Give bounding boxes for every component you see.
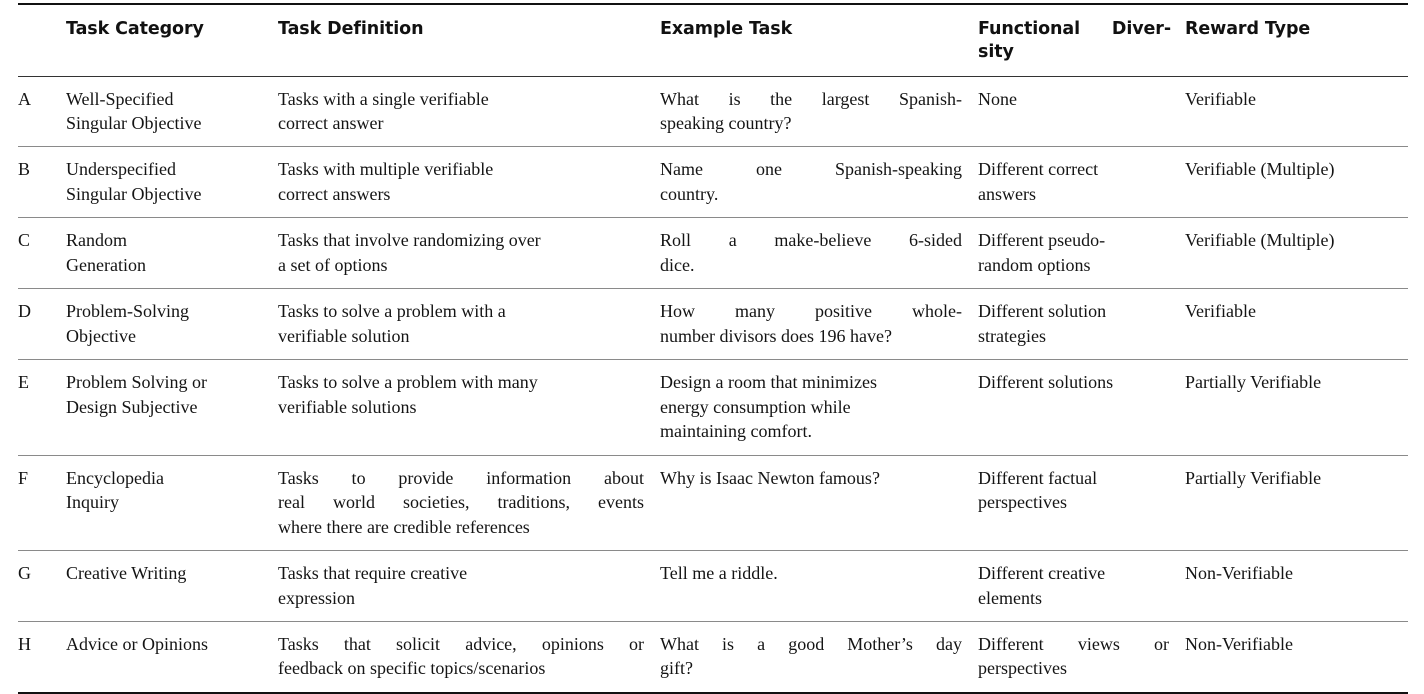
functional-diversity-line-2: sity bbox=[978, 41, 1014, 62]
table-row bbox=[18, 147, 1408, 218]
cell-example-task bbox=[660, 622, 978, 693]
table-row bbox=[18, 289, 1408, 360]
cell-example-task bbox=[660, 360, 978, 455]
cell-task-category bbox=[66, 622, 278, 693]
example-line-2: gift? bbox=[660, 658, 693, 679]
cell-task-definition bbox=[278, 360, 660, 455]
cell-task-definition bbox=[278, 622, 660, 693]
header-row bbox=[18, 5, 1408, 76]
cell-task-definition bbox=[278, 218, 660, 289]
definition-line-3: where there are credible references bbox=[278, 516, 530, 537]
category-line-1: Random bbox=[66, 230, 127, 251]
column-header-reward-type: Reward Type bbox=[1185, 5, 1408, 76]
definition-line-1: Tasks with a single verifiable bbox=[278, 88, 489, 109]
cell-task-category bbox=[66, 551, 278, 622]
row-letter: F bbox=[18, 455, 66, 550]
row-letter: E bbox=[18, 360, 66, 455]
cell-reward-type: Non-Verifiable bbox=[1185, 551, 1408, 622]
cell-reward-type: Non-Verifiable bbox=[1185, 634, 1293, 654]
definition-line-2: correct answers bbox=[278, 183, 391, 204]
task-category-table-container bbox=[18, 3, 1408, 694]
category-line-2: Objective bbox=[66, 325, 136, 346]
category-line-2: Singular Objective bbox=[66, 112, 202, 133]
cell-reward-type: Verifiable (Multiple) bbox=[1185, 147, 1408, 218]
cell-task-category bbox=[66, 360, 278, 455]
cell-task-category bbox=[66, 147, 278, 218]
category-line-2: Generation bbox=[66, 254, 146, 275]
definition-line-1: Tasks with multiple verifiable bbox=[278, 159, 494, 180]
category-line-1: Underspecified bbox=[66, 159, 176, 180]
cell-functional-diversity bbox=[978, 147, 1185, 218]
row-letter: H bbox=[18, 634, 31, 654]
row-letter: B bbox=[18, 147, 66, 218]
table-row bbox=[18, 218, 1408, 289]
category-line-1: Well-Specified bbox=[66, 88, 174, 109]
definition-line-1: Tasks to provide information about bbox=[278, 467, 644, 488]
cell-task-definition bbox=[278, 76, 660, 147]
cell-functional-diversity bbox=[978, 360, 1185, 455]
diversity-line-1: Different pseudo- bbox=[978, 230, 1106, 251]
cell-task-definition bbox=[278, 551, 660, 622]
category-line-1: Problem-Solving bbox=[66, 301, 190, 322]
table-row bbox=[18, 551, 1408, 622]
cell-functional-diversity bbox=[978, 455, 1185, 550]
cell-example-task bbox=[660, 218, 978, 289]
cell-reward-type: Verifiable (Multiple) bbox=[1185, 218, 1408, 289]
cell-task-category bbox=[66, 455, 278, 550]
cell-example-task bbox=[660, 289, 978, 360]
definition-line-2: feedback on specific topics/scenarios bbox=[278, 658, 546, 679]
row-letter: G bbox=[18, 551, 66, 622]
cell-task-category bbox=[66, 76, 278, 147]
example-line-2: country. bbox=[660, 183, 719, 204]
cell-reward-type: Partially Verifiable bbox=[1185, 455, 1408, 550]
example-line-1: What is a good Mother’s day bbox=[660, 634, 962, 654]
cell-functional-diversity bbox=[978, 551, 1185, 622]
definition-line-1: Tasks to solve a problem with a bbox=[278, 301, 506, 322]
cell-example-task bbox=[660, 147, 978, 218]
table-body bbox=[18, 76, 1408, 694]
table-header bbox=[18, 4, 1408, 76]
example-line-1: Roll a make-believe 6-sided bbox=[660, 230, 962, 251]
diversity-line-1: Different correct bbox=[978, 159, 1099, 180]
example-line-1: Design a room that minimizes bbox=[660, 372, 877, 393]
cell-reward-type: Partially Verifiable bbox=[1185, 360, 1408, 455]
diversity-line-2: answers bbox=[978, 183, 1036, 204]
diversity-line-2: strategies bbox=[978, 325, 1046, 346]
row-letter: C bbox=[18, 218, 66, 289]
cell-example-task bbox=[660, 455, 978, 550]
cell-functional-diversity bbox=[978, 289, 1185, 360]
cell-task-definition bbox=[278, 147, 660, 218]
functional-diversity-line-1: Functional Diver- bbox=[978, 19, 1171, 39]
cell-task-category bbox=[66, 289, 278, 360]
definition-line-2: a set of options bbox=[278, 254, 388, 275]
category-line-1: Creative Writing bbox=[66, 563, 187, 584]
diversity-line-1: Different views or bbox=[978, 634, 1169, 654]
cell-example-task bbox=[660, 76, 978, 147]
diversity-line-2: elements bbox=[978, 587, 1042, 608]
cell-reward-type: Verifiable bbox=[1185, 76, 1408, 147]
diversity-line-1: Different factual bbox=[978, 467, 1098, 488]
definition-line-2: correct answer bbox=[278, 112, 384, 133]
definition-line-2: verifiable solution bbox=[278, 325, 410, 346]
cell-functional-diversity bbox=[978, 76, 1185, 147]
definition-line-2: real world societies, traditions, events bbox=[278, 492, 644, 513]
definition-line-1: Tasks that solicit advice, opinions or bbox=[278, 634, 644, 654]
cell-functional-diversity bbox=[978, 218, 1185, 289]
column-header-task-definition: Task Definition bbox=[278, 5, 660, 76]
category-line-1: Advice or Opinions bbox=[66, 634, 208, 654]
definition-line-1: Tasks that require creative bbox=[278, 563, 468, 584]
example-line-3: maintaining comfort. bbox=[660, 421, 812, 442]
table-row bbox=[18, 76, 1408, 147]
example-line-1: What is the largest Spanish- bbox=[660, 88, 962, 109]
definition-line-1: Tasks that involve randomizing over bbox=[278, 230, 541, 251]
cell-task-definition bbox=[278, 455, 660, 550]
diversity-line-1: Different solution bbox=[978, 301, 1107, 322]
cell-reward-type: Verifiable bbox=[1185, 289, 1408, 360]
definition-line-2: expression bbox=[278, 587, 355, 608]
diversity-line-1: None bbox=[978, 88, 1017, 109]
row-letter: D bbox=[18, 289, 66, 360]
diversity-line-2: perspectives bbox=[978, 658, 1067, 679]
cell-example-task bbox=[660, 551, 978, 622]
table-row bbox=[18, 455, 1408, 550]
example-line-1: Name one Spanish-speaking bbox=[660, 159, 962, 180]
table-row bbox=[18, 360, 1408, 455]
example-line-2: speaking country? bbox=[660, 112, 792, 133]
table-row bbox=[18, 622, 1408, 693]
category-line-2: Singular Objective bbox=[66, 183, 202, 204]
category-line-2: Inquiry bbox=[66, 492, 119, 513]
example-line-1: How many positive whole- bbox=[660, 301, 962, 322]
category-line-1: Encyclopedia bbox=[66, 467, 164, 488]
row-letter: A bbox=[18, 76, 66, 147]
cell-functional-diversity bbox=[978, 622, 1185, 693]
column-header-letter bbox=[18, 5, 66, 76]
definition-line-1: Tasks to solve a problem with many bbox=[278, 372, 538, 393]
diversity-line-2: perspectives bbox=[978, 492, 1067, 513]
column-header-example-task: Example Task bbox=[660, 5, 978, 76]
example-line-1: Why is Isaac Newton famous? bbox=[660, 467, 880, 488]
column-header-task-category: Task Category bbox=[66, 5, 278, 76]
diversity-line-1: Different creative bbox=[978, 563, 1106, 584]
example-line-2: number divisors does 196 have? bbox=[660, 325, 892, 346]
cell-task-definition bbox=[278, 289, 660, 360]
diversity-line-1: Different solutions bbox=[978, 372, 1114, 393]
cell-task-category bbox=[66, 218, 278, 289]
task-category-table bbox=[18, 3, 1408, 694]
diversity-line-2: random options bbox=[978, 254, 1091, 275]
definition-line-2: verifiable solutions bbox=[278, 396, 417, 417]
example-line-2: energy consumption while bbox=[660, 396, 851, 417]
column-header-functional-diversity bbox=[978, 5, 1185, 76]
example-line-1: Tell me a riddle. bbox=[660, 563, 778, 584]
category-line-1: Problem Solving or bbox=[66, 372, 208, 393]
example-line-2: dice. bbox=[660, 254, 695, 275]
category-line-2: Design Subjective bbox=[66, 396, 198, 417]
